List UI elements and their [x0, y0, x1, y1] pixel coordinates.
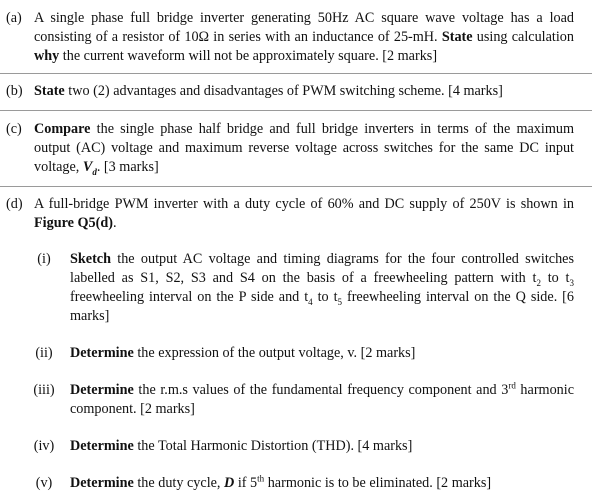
question-c-label: (c): [6, 121, 22, 137]
subquestion-iii-label: (iii): [33, 382, 55, 398]
subquestion-v-label: (v): [35, 475, 53, 491]
subquestion-ii-label: (ii): [35, 345, 53, 361]
question-c-text: Compare the single phase half bridge and full bridge inverters in terms of the maximum output (AC) voltage and maximum reverse voltage across switches for the same DC input voltage, $V_d$. [3 marks]: [34, 121, 574, 177]
question-b-text: State two (2) advantages and disadvantages of PWM switching scheme. [4 marks]: [34, 83, 503, 99]
subquestion-ii-text: Determine the expression of the output voltage, v. [2 marks]: [70, 345, 416, 361]
question-a-label: (a): [6, 10, 22, 26]
subquestion-v-text: Determine the duty cycle, D if 5th harmonic is to be eliminated. [2 marks]: [70, 473, 492, 491]
question-d-text: A full-bridge PWM inverter with a duty cycle of 60% and DC supply of 250V is shown in Figure Q5(d).: [34, 196, 574, 231]
subquestion-iv-label: (iv): [33, 438, 55, 454]
question-d-label: (d): [6, 196, 23, 212]
subquestion-iii-text: Determine the r.m.s values of the fundamental frequency component and 3rd harmonic component. [2 marks]: [70, 380, 574, 417]
subquestion-iv-text: Determine the Total Harmonic Distortion (THD). [4 marks]: [70, 438, 413, 454]
subquestion-i-label: (i): [37, 251, 51, 267]
divider: [0, 186, 592, 187]
subquestion-i-text: Sketch the output AC voltage and timing diagrams for the four controlled switches labelled as S1, S2, S3 and S4 on the basis of a freewheeling pattern with $t_2$ to $t_3$ freewheeling interval on the P side and $t_4$ to $t_5$ freewheeling interval on the Q side. [6 marks]: [70, 251, 574, 324]
divider: [0, 73, 592, 74]
question-b-label: (b): [6, 83, 23, 99]
question-a-text: A single phase full bridge inverter generating 50Hz AC square wave voltage has a load consisting of a resistor of 10Ω in series with an inductance of 25-mH. State using calculation why the current waveform will not be approximately square. [2 marks]: [34, 10, 574, 64]
divider: [0, 110, 592, 111]
